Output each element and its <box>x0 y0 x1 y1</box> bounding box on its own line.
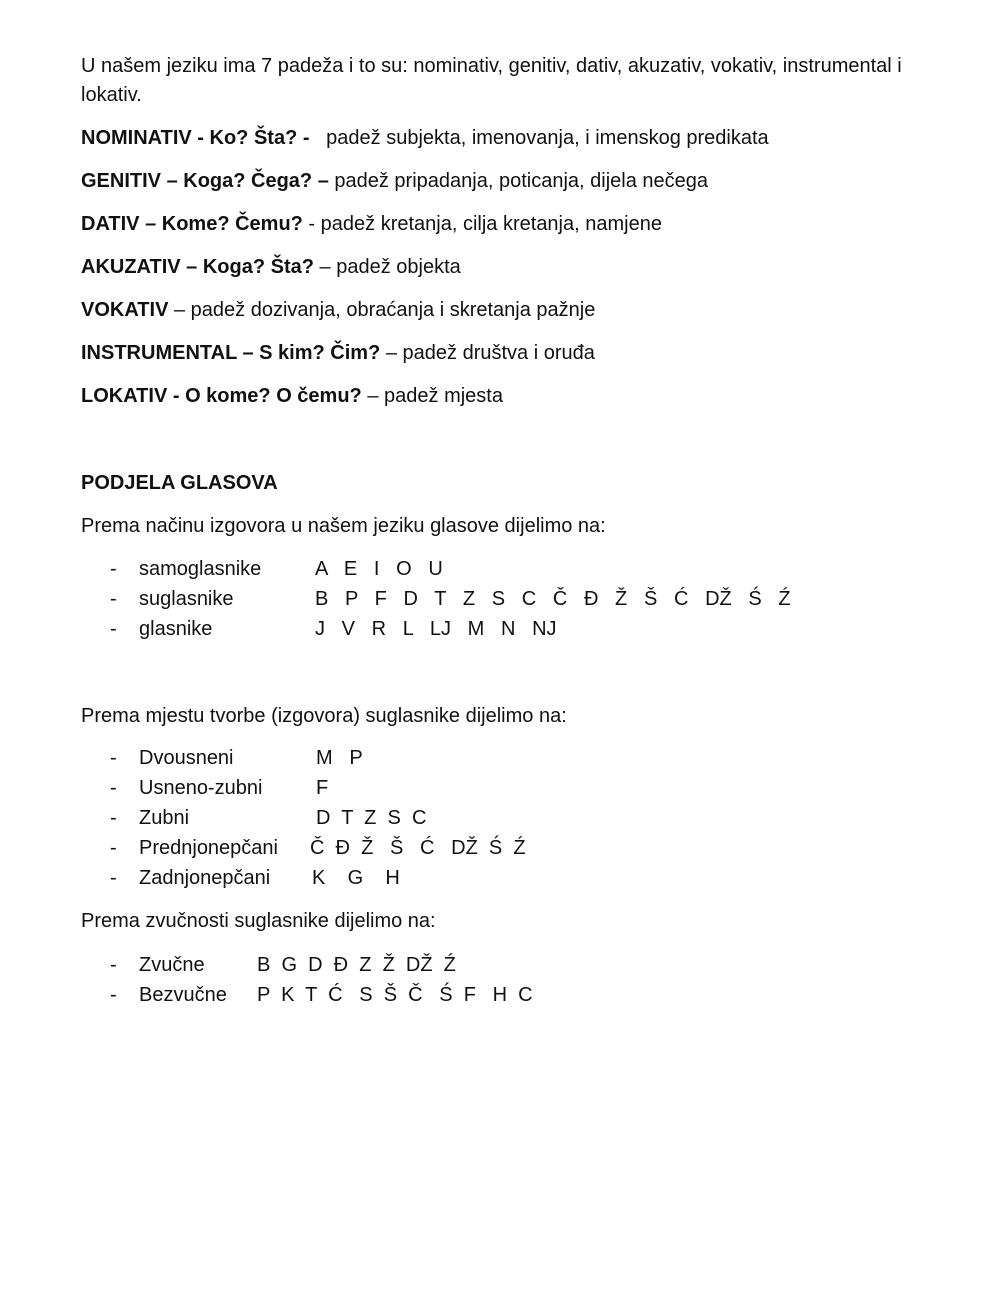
list-value: M P <box>316 747 363 769</box>
list-label: suglasnike <box>139 588 234 610</box>
list-dash: - <box>110 954 117 976</box>
case-desc: – padež mjesta <box>361 385 503 407</box>
list-value: K G H <box>312 867 400 889</box>
list-dash: - <box>110 807 117 829</box>
list-dash: - <box>110 984 117 1006</box>
case-term: NOMINATIV - Ko? Šta? - <box>81 127 310 149</box>
list-label: Zubni <box>139 807 190 829</box>
list-dash: - <box>110 747 117 769</box>
list-label: Zvučne <box>139 954 205 976</box>
case-desc: - padež kretanja, cilja kretanja, namjene <box>302 213 662 235</box>
place-heading: Prema mjestu tvorbe (izgovora) suglasnike dijelimo na: <box>81 705 567 727</box>
case-term: INSTRUMENTAL – S kim? Čim? <box>81 342 381 364</box>
case-line-lokativ <box>81 382 503 410</box>
list-value: B G D Đ Z Ž DŽ Ź <box>257 954 456 976</box>
list-label: Bezvučne <box>139 984 227 1006</box>
list-dash: - <box>110 588 117 610</box>
list-label: glasnike <box>139 618 213 640</box>
list-dash: - <box>110 867 117 889</box>
case-line-instrumental <box>81 339 595 367</box>
list-dash: - <box>110 777 117 799</box>
list-label: samoglasnike <box>139 558 262 580</box>
list-value: A E I O U <box>315 558 443 580</box>
voicing-heading: Prema zvučnosti suglasnike dijelimo na: <box>81 910 436 932</box>
case-desc: – padež društva i oruđa <box>380 342 595 364</box>
list-value: Č Đ Ž Š Ć DŽ Ś Ź <box>310 837 526 859</box>
case-term: AKUZATIV – Koga? Šta? <box>81 256 314 278</box>
case-line-akuzativ <box>81 253 461 281</box>
case-term: GENITIV – Koga? Čega? – <box>81 170 329 192</box>
list-dash: - <box>110 837 117 859</box>
list-value: B P F D T Z S C Č Đ Ž Š Ć DŽ Ś Ź <box>315 588 791 610</box>
list-value: P K T Ć S Š Č Ś F H C <box>257 984 533 1006</box>
case-line-vokativ <box>81 296 595 324</box>
list-dash: - <box>110 558 117 580</box>
case-line-genitiv <box>81 167 708 195</box>
section-title: PODJELA GLASOVA <box>81 472 278 494</box>
case-desc: padež pripadanja, poticanja, dijela nečega <box>328 170 708 192</box>
list-label: Dvousneni <box>139 747 234 769</box>
case-line-dativ <box>81 210 662 238</box>
intro-paragraph: U našem jeziku ima 7 padeža i to su: nominativ, genitiv, dativ, akuzativ, vokativ, instrumental i lokativ. <box>81 55 902 106</box>
case-desc: padež subjekta, imenovanja, i imenskog predikata <box>309 127 769 149</box>
case-term: LOKATIV - O kome? O čemu? <box>81 385 362 407</box>
list-value: D T Z S C <box>316 807 427 829</box>
list-dash: - <box>110 618 117 640</box>
case-term: DATIV – Kome? Čemu? <box>81 213 303 235</box>
list-label: Usneno-zubni <box>139 777 263 799</box>
case-desc: – padež dozivanja, obraćanja i skretanja pažnje <box>168 299 596 321</box>
case-desc: – padež objekta <box>313 256 461 278</box>
pronunciation-heading: Prema načinu izgovora u našem jeziku glasove dijelimo na: <box>81 515 606 537</box>
case-term: VOKATIV <box>81 299 169 321</box>
list-label: Prednjonepčani <box>139 837 278 859</box>
list-value: J V R L LJ M N NJ <box>315 618 557 640</box>
case-line-nominativ <box>81 124 769 152</box>
list-label: Zadnjonepčani <box>139 867 271 889</box>
list-value: F <box>316 777 329 799</box>
